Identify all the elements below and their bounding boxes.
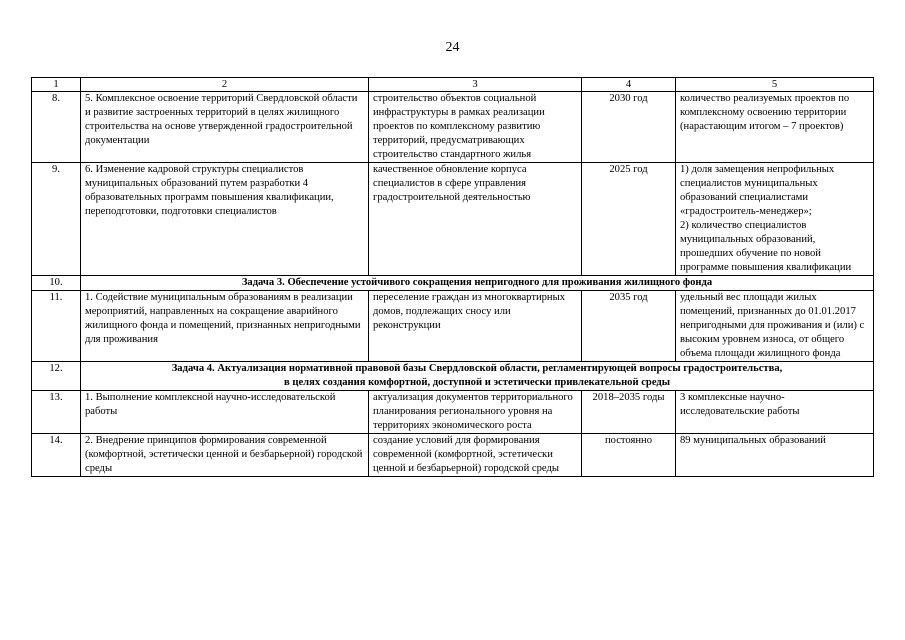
task-heading [81, 276, 874, 291]
indicator-cell: количество реализуемых проектов по комплексному освоению территории (нарастающим итогом – 7 проектов) [676, 92, 874, 163]
measure-cell: 1. Содействие муниципальным образованиям в реализации мероприятий, направленных на сокращение аварийного жилищного фонда и помещений, признанных непригодными для проживания [81, 291, 369, 362]
table-header-row [32, 78, 874, 92]
row-number: 9. [32, 163, 81, 276]
measure-cell: 1. Выполнение комплексной научно-исследовательской работы [81, 391, 369, 434]
page-number: 24 [445, 40, 460, 55]
header-cell: 4 [582, 78, 676, 92]
result-cell: строительство объектов социальной инфраструктуры в рамках реализации проектов по комплексному развитию территорий, предусматривающих строительство стандартного жилья [369, 92, 582, 163]
measure-cell: 2. Внедрение принципов формирования современной (комфортной, эстетически ценной и безбарьерной) городской среды [81, 434, 369, 477]
row-number: 11. [32, 291, 81, 362]
task-row [32, 276, 874, 291]
task-row [32, 362, 874, 391]
row-number: 8. [32, 92, 81, 163]
table-row [32, 434, 874, 477]
header-cell: 5 [676, 78, 874, 92]
result-cell: качественное обновление корпуса специалистов в сфере управления градостроительной деятельностью [369, 163, 582, 276]
result-cell: переселение граждан из многоквартирных домов, подлежащих сносу или реконструкции [369, 291, 582, 362]
term-cell: 2018–2035 годы [582, 391, 676, 434]
task-heading-line: в целях создания комфортной, доступной и эстетически привлекательной среды [283, 377, 671, 388]
row-number: 14. [32, 434, 81, 477]
task-heading-line: Задача 3. Обеспечение устойчивого сокращения непригодного для проживания жилищного фонда [241, 277, 713, 288]
table-row [32, 163, 874, 276]
row-number: 13. [32, 391, 81, 434]
table-row [32, 92, 874, 163]
measure-cell: 6. Изменение кадровой структуры специалистов муниципальных образований путем разработки 4 образовательных программ повышения квалификации, переподготовки, подготовки специалистов [81, 163, 369, 276]
header-cell: 2 [81, 78, 369, 92]
result-cell: создание условий для формирования современной (комфортной, эстетически ценной и безбарьерной) городской среды [369, 434, 582, 477]
row-number: 12. [32, 362, 81, 391]
task-heading-line: Задача 4. Актуализация нормативной правовой базы Свердловской области, регламентирующей вопросы градостроительства, [171, 363, 783, 374]
table-row [32, 291, 874, 362]
measure-cell: 5. Комплексное освоение территорий Свердловской области и развитие застроенных территорий в целях жилищного строительства на основе утвержденной градостроительной документации [81, 92, 369, 163]
term-cell: 2030 год [582, 92, 676, 163]
result-cell: актуализация документов территориального планирования регионального уровня на территориях экономического роста [369, 391, 582, 434]
indicator-cell: 89 муниципальных образований [676, 434, 874, 477]
table-row [32, 391, 874, 434]
indicator-cell: 3 комплексные научно-исследовательские работы [676, 391, 874, 434]
header-cell: 3 [369, 78, 582, 92]
row-number: 10. [32, 276, 81, 291]
indicator-cell: 1) доля замещения непрофильных специалистов муниципальных образований специалистами «градостроитель-менеджер»; 2) количество специалистов муниципальных образований, прошедших обучение по новой программе повышения квалификации [676, 163, 874, 276]
indicator-cell: удельный вес площади жилых помещений, признанных до 01.01.2017 непригодными для проживания и (или) с высоким уровнем износа, от общего объема площади жилищного фонда [676, 291, 874, 362]
term-cell: постоянно [582, 434, 676, 477]
term-cell: 2025 год [582, 163, 676, 276]
term-cell: 2035 год [582, 291, 676, 362]
task-heading [81, 362, 874, 391]
measures-table [31, 77, 874, 477]
header-cell: 1 [32, 78, 81, 92]
